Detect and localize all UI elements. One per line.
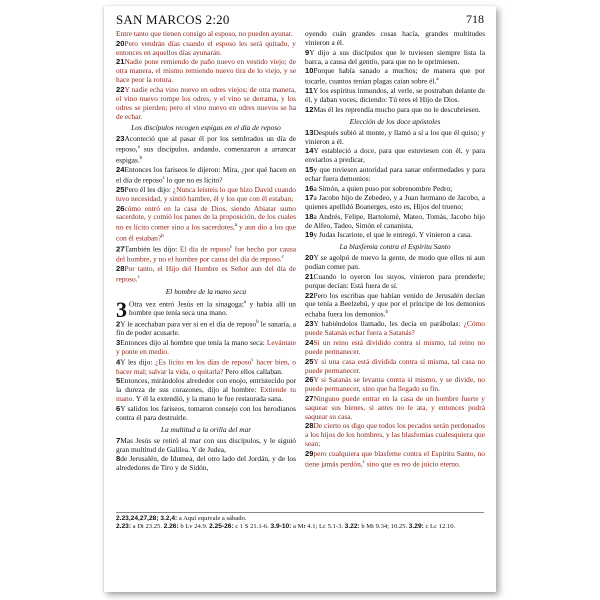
footnote-text: a Mr 4.1; Lc 5.1-3.: [291, 523, 345, 531]
verse-number: 16: [305, 183, 314, 193]
verse-text: Pero los escribas que habían venido de Jerusalén decían que tenía a Beelzebú, y que por el príncipe de los demonios echaba fuera los demonios.: [305, 290, 485, 319]
verse-number: 15: [305, 164, 314, 174]
verse-text: Mas Jesús se retiró al mar con sus discípulos, y le siguió gran multitud de Galilea. Y de Judea,: [116, 435, 296, 454]
verse-text: Después subió al monte, y llamó a sí a los que él quiso; y vinieron a él.: [305, 127, 485, 146]
footnote-marker: c: [162, 175, 165, 181]
verse-number: 25: [305, 356, 314, 366]
verse-paragraph: [116, 244, 296, 265]
left-column: [116, 30, 296, 474]
footnote-text: a Dt 23.25.: [131, 523, 164, 531]
footnote-marker: a: [436, 77, 439, 83]
words-of-jesus: Entre tanto que tienen consigo al esposo, no pueden ayunar.: [116, 29, 293, 38]
footnote-reference: 2.26:: [163, 523, 179, 531]
verse-paragraph: [116, 30, 296, 39]
words-of-jesus: Y si una casa está dividida contra sí misma, tal casa no puede permanecer.: [305, 356, 485, 375]
verse-paragraph: [116, 265, 296, 284]
verse-number: 25: [116, 184, 125, 194]
words-of-jesus: Extiende tu mano.: [116, 385, 296, 404]
words-of-jesus: pero cualquiera que blasfeme contra el Espíritu Santo, no tiene jamás perdón,: [305, 448, 485, 469]
verse-number: 28: [305, 421, 314, 431]
words-of-jesus: sino que es reo de juicio eterno.: [364, 459, 461, 469]
verse-number: 26: [305, 375, 314, 385]
verse-text: Y le acechaban para ver si en el día de reposo: [120, 319, 257, 329]
footnote-marker: b: [256, 319, 259, 325]
footnote-text: c Lc 12.10.: [423, 523, 456, 531]
verse-number: 27: [116, 244, 125, 254]
verse-text: Entonces los fariseos le dijeron: Mira, ¿por qué hacen en el día de reposo: [116, 164, 296, 185]
verse-text: a Simón, a quien puso por sobrenombre Pedro;: [313, 183, 453, 193]
footnote-marker: a: [234, 223, 237, 229]
verse-paragraph: [305, 422, 485, 449]
verse-text: le sanaría, a fin de poder acusarle.: [116, 319, 296, 338]
verse-number: 24: [116, 164, 125, 174]
verse-text: Pero él les dijo:: [124, 184, 173, 194]
words-of-jesus: fue hecho por causa del hombre, y no el hombre por causa del día de reposo.: [116, 244, 296, 264]
verse-text: Y les dijo:: [120, 357, 156, 367]
words-of-jesus: y aun dio a los que con él estaban?: [116, 222, 296, 243]
verse-paragraph: [305, 376, 485, 394]
footnote-text: a Aquí equivale a sábado.: [177, 515, 247, 522]
chapter-number: 3: [116, 296, 127, 322]
verse-number: 2: [116, 319, 121, 329]
verse-number: 18: [305, 211, 314, 221]
verse-number: 21: [116, 57, 125, 67]
footnote-reference: 3.29:: [408, 523, 424, 531]
words-of-jesus: hacer bien, o hacer mal; salvar la vida, o quitarla?: [116, 357, 296, 376]
verse-paragraph: [305, 49, 485, 67]
footnote-marker: b: [161, 233, 164, 239]
footnote-reference: 2.23:: [116, 523, 132, 531]
verse-paragraph: [116, 339, 296, 357]
words-of-jesus: El día de reposo: [179, 244, 230, 254]
footnote-marker: c: [251, 358, 254, 364]
verse-number: 6: [116, 403, 121, 413]
words-of-jesus: Levántate y ponte en medio.: [116, 337, 296, 356]
verse-text: Y estableció a doce, para que estuviesen con él, y para enviarlos a predicar,: [305, 146, 485, 165]
words-of-jesus: Pero vendrán días cuando el esposo les será quitado, y entonces en aquellos días ayunarán.: [116, 38, 296, 57]
verse-number: 9: [305, 47, 310, 57]
verse-paragraph: [116, 437, 296, 455]
section-heading: La blasfemia contra el Espíritu Santo: [339, 242, 451, 252]
verse-number: 5: [116, 376, 121, 386]
verse-number: 27: [305, 393, 314, 403]
footnote-marker: c: [229, 244, 233, 250]
verse-number: 12: [305, 104, 314, 114]
verse-paragraph: [305, 147, 485, 165]
verse-text: y que tuviesen autoridad para sanar enfermedades y para echar fuera demonios:: [305, 164, 485, 183]
footnote-marker: c: [362, 459, 365, 465]
verse-paragraph: [305, 30, 485, 48]
verse-paragraph: [305, 358, 485, 376]
verse-paragraph: [116, 296, 297, 322]
verse-text: lo que no es lícito?: [164, 175, 223, 185]
words-of-jesus: Por tanto, el Hijo del Hombre es Señor aun del día de reposo.: [116, 264, 296, 284]
verse-number: 20: [305, 253, 314, 263]
footnote-text: c 1 S 21.1-6.: [233, 523, 271, 531]
verse-number: 26: [116, 203, 125, 213]
verse-paragraph: [305, 339, 485, 357]
verse-number: 4: [116, 357, 121, 367]
verse-text: y Judas Iscariote, el que le entregó. Y vinieron a casa.: [313, 230, 472, 240]
verse-number: 11: [305, 86, 314, 96]
verse-paragraph: [305, 231, 485, 240]
verse-number: 10: [305, 66, 314, 76]
verse-number: 19: [305, 230, 314, 240]
verse-number: 8: [116, 454, 121, 464]
verse-text: Aconteció que al pasar él por los sembrados un día de reposo,: [116, 134, 296, 154]
verse-paragraph: [305, 292, 485, 320]
section-heading: Elección de los doce apóstoles: [349, 116, 441, 126]
verse-text: sus discípulos, andando, comenzaron a arrancar espigas.: [116, 144, 296, 165]
verse-paragraph: [305, 395, 485, 422]
footnote-marker: c: [281, 255, 284, 261]
footnote-reference: 2.23,24,27,28; 3.2,4:: [116, 515, 178, 522]
verse-paragraph: [116, 186, 296, 204]
verse-number: 20: [116, 38, 125, 48]
verse-text: Y se agolpó de nuevo la gente, de modo que ellos ni aun podían comer pan.: [305, 253, 485, 272]
words-of-jesus: Si un reino está dividido contra sí mismo, tal reino no puede permanecer.: [305, 338, 485, 356]
verse-paragraph: [116, 40, 296, 58]
right-column: [305, 30, 485, 470]
verse-text: Y él la extendió, y la mano le fue restaurada sana.: [134, 394, 283, 404]
words-of-jesus: ¿Nunca leísteis lo que hizo David cuando tuvo necesidad, y sintió hambre, él y los que con él estaban;: [116, 184, 296, 203]
footnote-rule: [116, 512, 484, 513]
page-number: 718: [466, 12, 484, 26]
section-heading: El hombre de la mano seca: [165, 286, 247, 296]
verse-number: 17: [305, 193, 314, 203]
verse-text: Entonces, mirándolos alrededor con enojo, entristecido por la dureza de sus corazones, dijo al hombre:: [116, 376, 296, 395]
verse-text: Y salidos los fariseos, tomaron consejo con los herodianos contra él para destruirle.: [116, 403, 296, 422]
verse-number: 13: [305, 127, 314, 137]
verse-number: 7: [116, 435, 121, 445]
footnote-marker: c: [137, 275, 140, 281]
verse-paragraph: [116, 205, 296, 244]
verse-text: Porque había sanado a muchos; de manera que por tocarle, cuantos tenían plagas caían sobre él.: [305, 66, 485, 86]
verse-number: 28: [116, 264, 125, 274]
verse-paragraph: [305, 129, 485, 147]
verse-paragraph: [116, 455, 296, 473]
verse-paragraph: [116, 319, 296, 338]
section-heading: Los discípulos recogen espigas en el día de reposo: [131, 123, 281, 133]
verse-number: 3: [116, 337, 121, 347]
verse-text: Pero ellos callaban.: [223, 366, 283, 376]
footnotes: [116, 512, 484, 532]
verse-text: a Andrés, Felipe, Bartolomé, Mateo, Tomás, Jacobo hijo de Alfeo, Tadeo, Simón el cananista,: [305, 211, 485, 230]
verse-text: Entonces dijo al hombre que tenía la mano seca:: [120, 337, 267, 347]
verse-text: de Jerusalén, de Idumea, del otro lado del Jordán, y de los alrededores de Tiro y de Sidón,: [116, 454, 296, 473]
footnote-note-line: [116, 515, 484, 523]
footnote-reference: 2.25-26:: [209, 523, 234, 531]
verse-text: a Jacobo hijo de Zebedeo, y a Juan hermano de Jacobo, a quienes apellidó Boanerges, esto es, Hijos del trueno;: [305, 193, 485, 212]
verse-paragraph: [305, 450, 485, 469]
verse-text: y había allí un hombre que tenía seca una mano.: [129, 299, 297, 317]
verse-number: 22: [116, 84, 125, 94]
footnote-marker: b: [385, 310, 388, 316]
verse-number: 14: [305, 146, 314, 156]
verse-number: 24: [305, 338, 314, 348]
verse-number: 29: [305, 448, 314, 458]
verse-text: Y habiéndolos llamado, les decía en parábolas:: [313, 319, 464, 329]
verse-paragraph: [305, 273, 485, 291]
verse-paragraph: [116, 135, 296, 165]
verse-text: Mas él les reprendía mucho para que no le descubriesen.: [313, 104, 481, 114]
page-title: SAN MARCOS 2:20: [116, 12, 230, 27]
footnote-reference: 3.22:: [344, 523, 360, 531]
verse-paragraph: [116, 357, 296, 376]
verse-paragraph: [305, 213, 485, 231]
words-of-jesus: cómo entró en la casa de Dios, siendo Abiatar sumo sacerdote, y comió los panes de la proposición, de los cuales no es lícito comer sino a los sacerdotes,: [116, 203, 296, 232]
verse-text: Cuando lo oyeron los suyos, vinieron para prenderle; porque decían: Está fuera de sí.: [305, 271, 485, 290]
verse-paragraph: [116, 405, 296, 423]
verse-number: 23: [116, 134, 125, 144]
footnote-refs-line: [116, 523, 484, 531]
verse-paragraph: [116, 377, 296, 404]
footnote-marker: a: [243, 299, 247, 305]
verse-number: 21: [305, 271, 314, 281]
bible-page: [104, 6, 496, 592]
verse-paragraph: [116, 86, 296, 122]
verse-paragraph: [305, 254, 485, 272]
words-of-jesus: Y si Satanás se levanta contra sí mismo, y se divide, no puede permanecer, sino que ha llegado su fin.: [305, 375, 485, 394]
verse-paragraph: [305, 67, 485, 86]
footnote-text: b Lv 24.9.: [178, 523, 210, 531]
verse-paragraph: [305, 166, 485, 184]
verse-text: También les dijo:: [124, 244, 180, 254]
verse-paragraph: [305, 106, 485, 115]
words-of-jesus: ¿Cómo puede Satanás echar fuera a Satanás?: [305, 319, 485, 338]
verse-number: 23: [305, 319, 314, 329]
verse-paragraph: [305, 185, 485, 194]
verse-paragraph: [305, 320, 485, 338]
verse-text: oyendo cuán grandes cosas hacía, grandes multitudes vinieron a él.: [305, 29, 485, 47]
verse-paragraph: [116, 58, 296, 85]
verse-paragraph: [305, 194, 485, 212]
verse-text: Y dijo a sus discípulos que le tuviesen siempre lista la barca, a causa del gentío, para que no le oprimiesen.: [305, 47, 485, 66]
footnote-marker: b: [139, 155, 143, 161]
page-header: [116, 12, 484, 28]
verse-paragraph: [305, 87, 485, 105]
verse-text: Y los espíritus inmundos, al verle, se postraban delante de él, y daban voces, diciendo: Tú eres el Hijo de Dios.: [305, 86, 485, 105]
footnote-reference: 3.9-10:: [270, 523, 292, 531]
words-of-jesus: Y nadie echa vino nuevo en odres viejos; de otra manera, el vino nuevo rompe los odres, y el vino se derrama, y los odres se pierden; pero el vino nuevo en odres nuevos se ha de echar.: [116, 84, 296, 121]
verse-paragraph: [116, 166, 296, 185]
footnote-marker: a: [137, 145, 140, 151]
section-heading: La multitud a la orilla del mar: [160, 424, 252, 434]
verse-text: Otra vez entró Jesús en la sinagoga;: [129, 299, 244, 309]
verse-number: 22: [305, 290, 314, 300]
words-of-jesus: Ninguno puede entrar en la casa de un hombre fuerte y saquear sus bienes, si antes no le ata, y entonces podrá saquear su casa.: [305, 393, 485, 421]
footnote-text: b Mt 9.34; 10.25.: [359, 523, 409, 531]
words-of-jesus: De cierto os digo que todos los pecados serán perdonados a los hijos de los hombres, y las blasfemias cualesquiera que sean;: [305, 421, 485, 449]
words-of-jesus: ¿Es lícito en los días de reposo: [155, 357, 252, 367]
words-of-jesus: Nadie pone remiendo de paño nuevo en vestido viejo; de otra manera, el mismo remiendo nuevo tira de lo viejo, y se hace peor la rotura.: [116, 57, 296, 85]
